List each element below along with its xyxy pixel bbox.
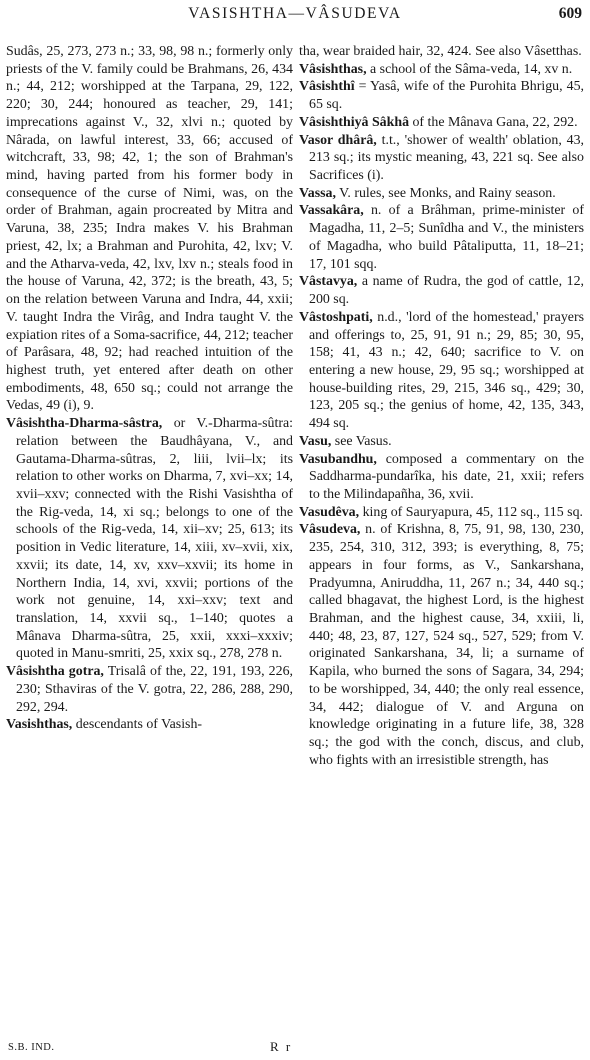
index-entry	[299, 78, 584, 113]
entry-headword: Vassakâra,	[299, 203, 364, 219]
entry-headword: Vasubandhu,	[299, 451, 377, 467]
entry-headword: Vasishthas,	[6, 717, 73, 733]
running-header	[0, 5, 590, 29]
index-entry	[299, 433, 584, 451]
entry-text: t.t., 'shower of wealth' oblation, 43, 213 sq.; its mystic meaning, 43, 221 sq. See also Sacrifices (i).	[309, 132, 584, 184]
entry-headword: Vâsishtha-Dharma-sâstra,	[6, 416, 163, 432]
index-entry	[299, 521, 584, 769]
index-entry	[299, 43, 584, 61]
entry-text: n. of a Brâhman, prime-minister of Magadha, 11, 2–5; Sunîdha and V., the ministers of Magadha, who build Pâtaliputta, 11, 18–21; 17, 101 sqq.	[309, 203, 584, 272]
entry-headword: Vâstoshpati,	[299, 309, 373, 325]
entry-text: n. of Krishna, 8, 75, 91, 98, 130, 230, 235, 254, 310, 312, 393; is everything, 8, 75; appears in four forms, as V., Sankarshana, Pradyumna, Aniruddha, 11, 267 n.; 34, 440 sq.; called bhagavat, the highest Lord, is the highest Brahman, and the highest cause, 34, xxiii, li, 440; 48, 23, 87, 127, 524 sq., 527, 529; from V. originated Sankarshana, 34, li; a surname of Kapila, who burned the sons of Sagara, 34, 294; to be worshipped, 34, 440; the only real essence, 34, 442; dialogue of V. and Arguna on knowledge originating in a future life, 38, 328 sq.; the god with the conch, discus, and club, who fights with an irresistible strength, has	[309, 522, 584, 768]
entry-headword: Vasu,	[299, 433, 332, 449]
entry-headword: Vâsishtha gotra,	[6, 664, 104, 680]
entry-text: descendants of Vasish-	[72, 717, 203, 733]
index-entry	[6, 415, 293, 663]
page-number: 609	[558, 5, 582, 22]
entry-headword: Vassa,	[299, 185, 336, 201]
index-entry	[299, 309, 584, 433]
running-title: VASISHTHA—VÂSUDEVA	[188, 5, 402, 22]
entry-headword: Vâsishthas,	[299, 61, 367, 77]
index-entry	[299, 132, 584, 185]
sheet-mark: R r	[270, 1039, 293, 1054]
index-entry	[299, 114, 584, 132]
page-footer	[0, 1039, 590, 1057]
entry-text: n.d., 'lord of the homestead,' prayers and offerings to, 25, 91, 91 n.; 29, 85; 30, 95, 158; 41, 43 n.; 42, 640; sacrifice to V. on entering a new house, 29, 95 sq.; worshipped at house-building rites, 29, 215, 346 sq., 429; 30, 123, 205 sq.; the genius of home, 42, 135, 343, 494 sq.	[309, 309, 584, 432]
entry-headword: Vâsishthiyâ Sâkhâ	[299, 114, 410, 130]
entry-headword: Vasudêva,	[299, 504, 360, 520]
index-entry	[6, 663, 293, 716]
index-entry	[299, 61, 584, 79]
entry-text: of the Mânava Gana, 22, 292.	[409, 114, 578, 130]
index-entry	[299, 185, 584, 203]
entry-text: V. rules, see Monks, and Rainy season.	[335, 185, 556, 201]
entry-headword: Vâsishthî	[299, 79, 355, 95]
entry-text: Sudâs, 25, 273, 273 n.; 33, 98, 98 n.; formerly only priests of the V. family could be Brahmans, 26, 434 n.; 44, 212; worshipped at the Tarpana, 29, 122, 220; 30, 244; honoured as teacher, 29, 141; imprecations against V., 32, xlvi n.; quoted by Nârada, on lawful interest, 33, 66; accused of witchcraft, 33, 98; 42, 1; the son of Brahman's mind, having parted from his former body in consequence of the curse of Nimi, was, on the order of Brahman, again procreated by Mitra and Varuna, 38, 235; Indra makes V. his Brahman priest, 42, lx; a Brahman and Purohita, 42, lxv; V. and the Atharva-veda, 42, lxv, lxv n.; steals food in the house of Varuna, 42, 372; is the breath, 43, 5; on the relation between Varuna and Indra, 44, xxii; V. taught Indra the Virâg, and Indra taught V. the expiation rites of a Soma-sacrifice, 44, 212; teacher of Parâsara, 48, 92; had reached intuition of the highest truth, yet entered after death on other embodiments, 48, 650 sq.; could not arrange the Vedas, 49 (i), 9.	[6, 44, 293, 414]
right-column	[299, 43, 584, 1028]
entry-text: = Yasâ, wife of the Purohita Bhrigu, 45, 65 sq.	[309, 79, 584, 113]
index-entry	[299, 451, 584, 504]
index-entry	[6, 43, 293, 415]
entry-headword: Vâsudeva,	[299, 522, 361, 538]
entry-text: tha, wear braided hair, 32, 424. See also Vâsetthas.	[299, 44, 582, 59]
entry-text: a name of Rudra, the god of cattle, 12, 200 sq.	[309, 274, 584, 308]
index-entry	[299, 202, 584, 273]
entry-text: Trisalâ of the, 22, 191, 193, 226, 230; Sthaviras of the V. gotra, 22, 286, 288, 290, 292, 294.	[16, 664, 293, 715]
entry-headword: Vasor dhârâ,	[299, 132, 377, 148]
index-entry	[299, 273, 584, 308]
entry-text: king of Sauryapura, 45, 112 sq., 115 sq.	[359, 504, 583, 520]
index-entry	[299, 504, 584, 522]
entry-text: or V.-Dharma-sûtra: relation between the Baudhâyana, V., and Gautama-Dharma-sûtras, 2, liii, lvii–lx; its relation to other works on Dharma, 7, xvi–xx; 14, xvii–xxv; connected with the Rishi Vasishtha of the Rig-veda, 14, xi sq.; belongs to one of the schools of the Rig-veda, 14, xii–xv; 25, 613; its position in Vedic literature, 14, xiii, xv–xvii, xix, xxvii; its date, 14, xv, xxv–xxvii; its home in Northern India, 14, xvi, xxvii; portions of the work not genuine, 14, xxi–xxv; text and translation, 14, xxvii sq., 1–140; quotes a Mânava Dharma-sûtra, 25, xxii, xxxi–xxxiv; quoted in Manu-smriti, 25, xxix sq., 278, 278 n.	[16, 416, 293, 662]
entry-headword: Vâstavya,	[299, 274, 358, 290]
entry-text: see Vasus.	[331, 433, 392, 449]
index-entry	[6, 716, 293, 734]
entry-text: a school of the Sâma-veda, 14, xv n.	[366, 61, 573, 77]
entry-text: composed a commentary on the Saddharma-pundarîka, his date, 21, xxii; refers to the Milindapañha, 36, xvii.	[309, 451, 584, 502]
left-column	[6, 43, 293, 1028]
footer-signature: S.B. IND.	[8, 1042, 55, 1053]
